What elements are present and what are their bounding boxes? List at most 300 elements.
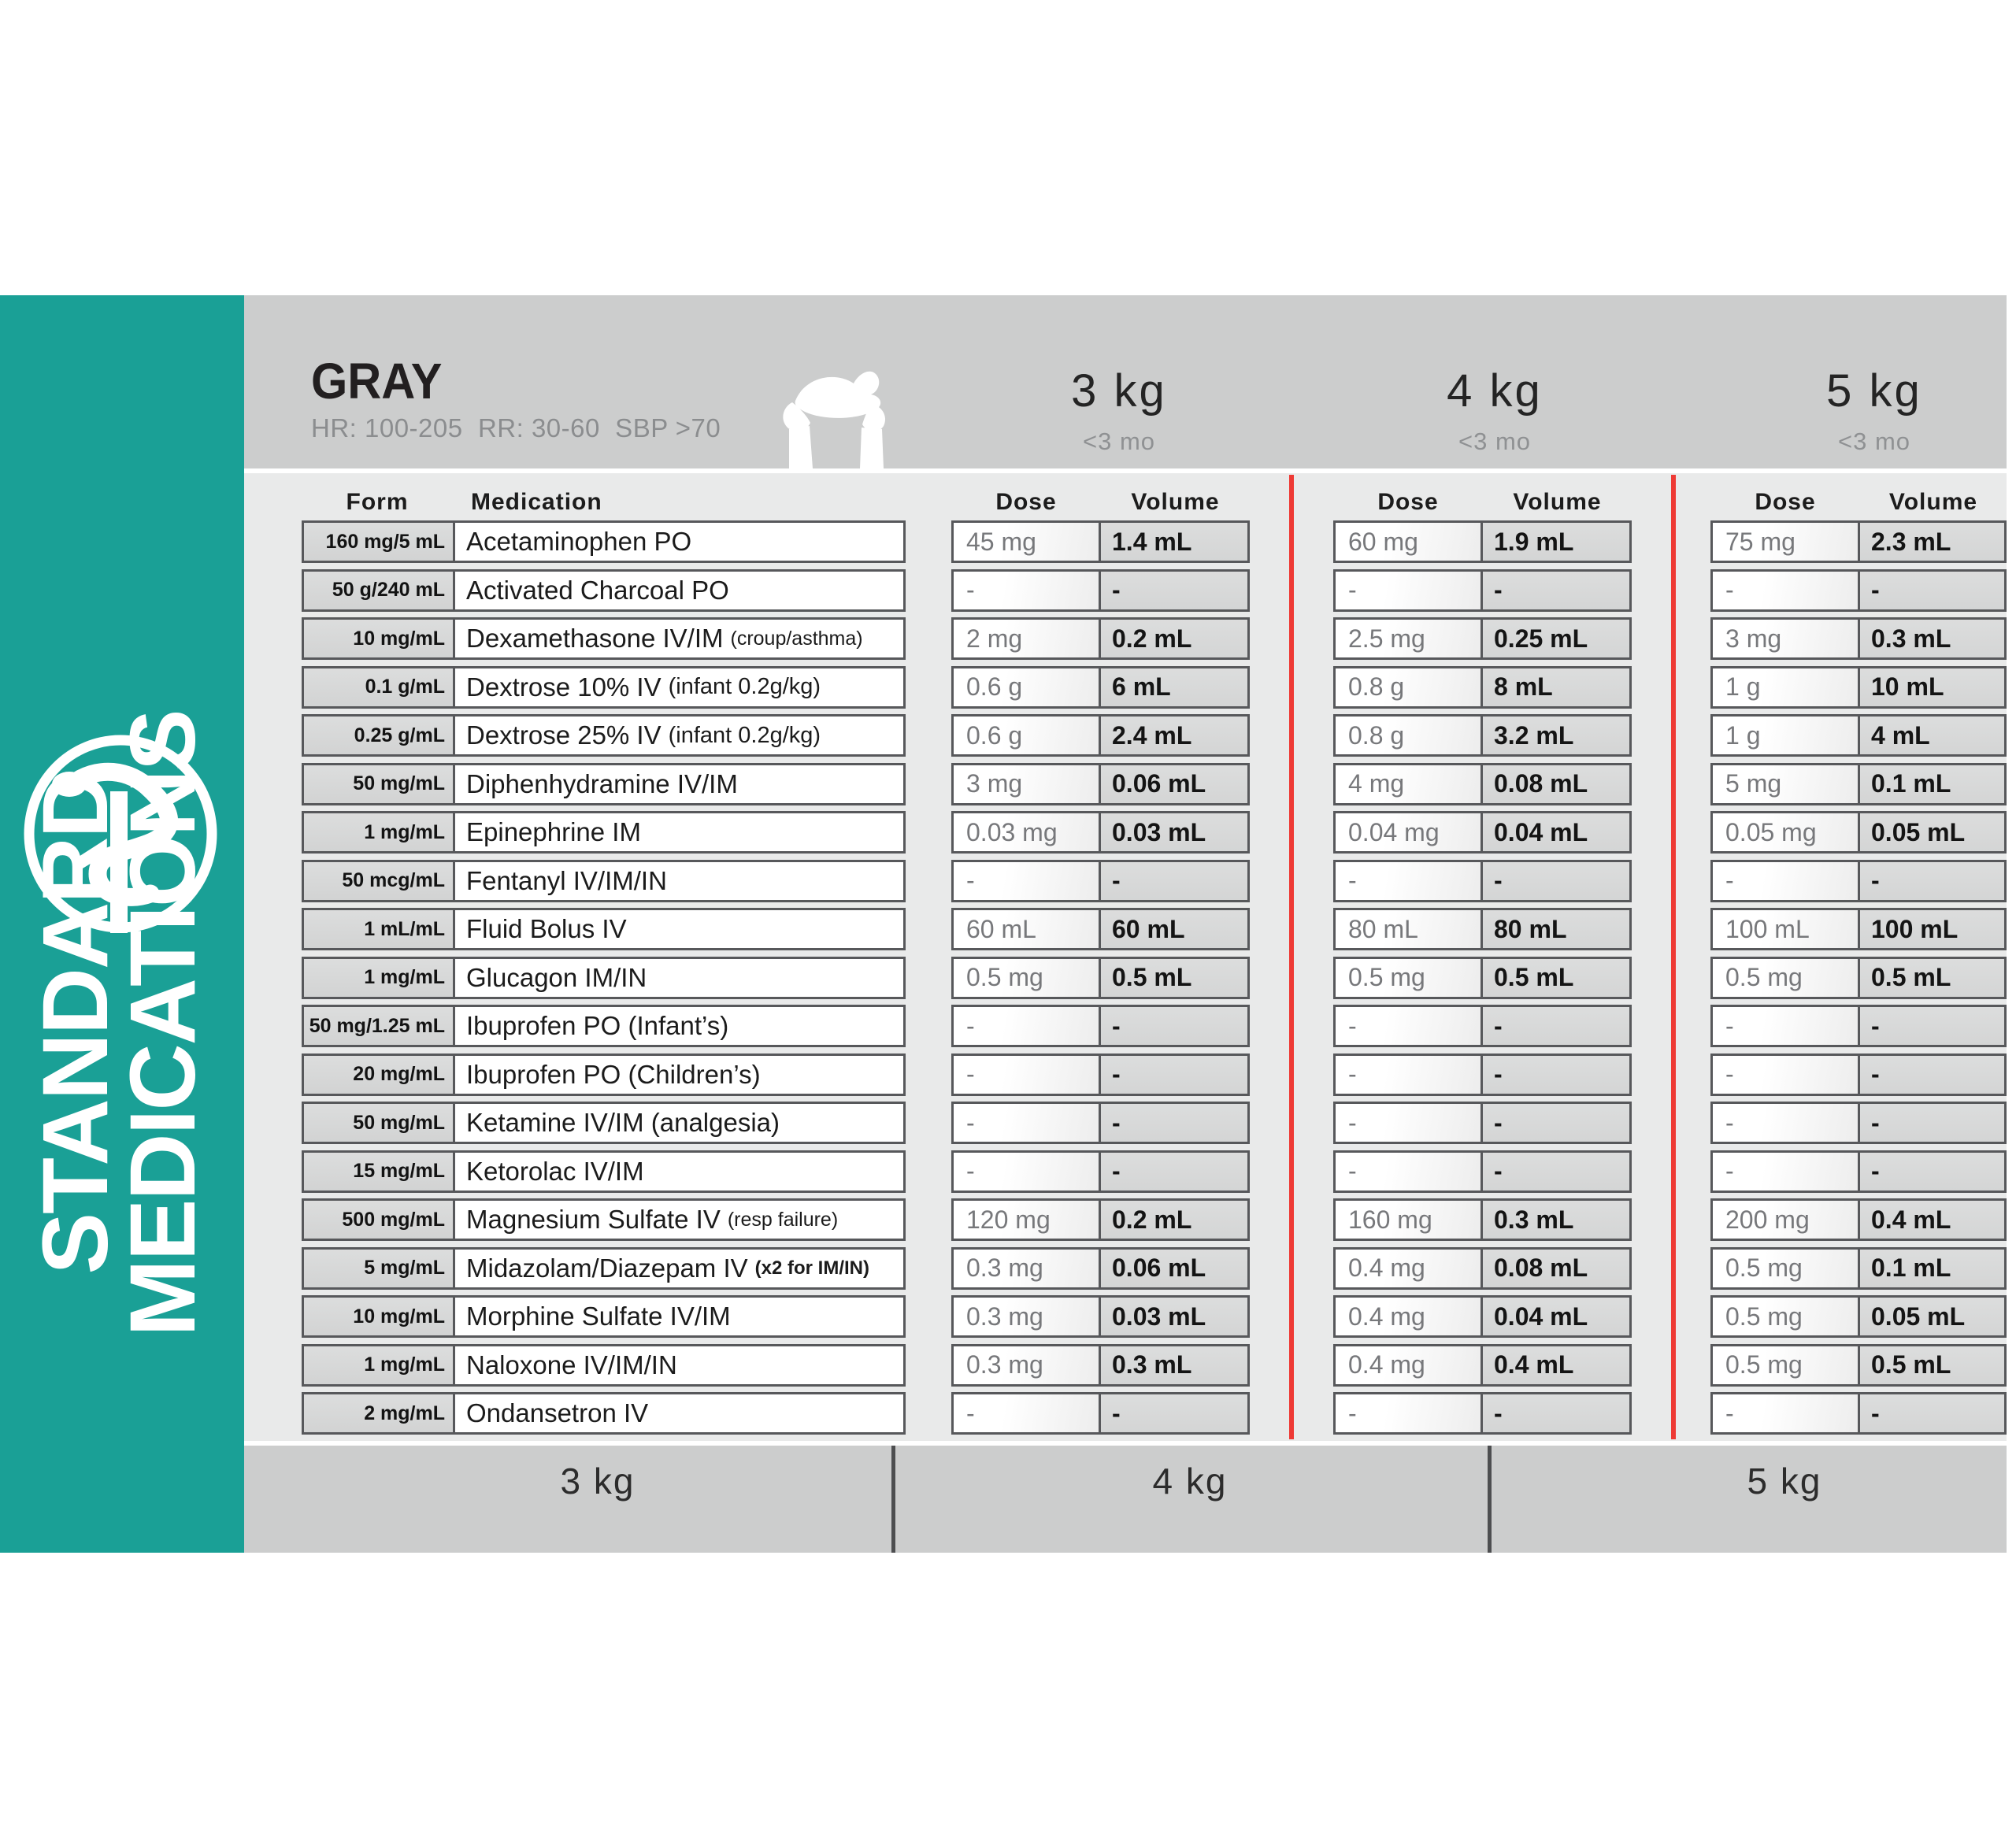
volume-cell: 0.3 mL — [1101, 1346, 1247, 1384]
dose-cell: 60 mL — [954, 910, 1101, 948]
form-cell: 50 mcg/mL — [304, 862, 455, 900]
volume-cell: - — [1483, 1104, 1629, 1142]
dose-volume-box-4kg — [1333, 957, 1632, 999]
dose-cell: 0.05 mg — [1713, 813, 1860, 851]
volume-cell: 0.4 mL — [1483, 1346, 1629, 1384]
medication-cell — [455, 523, 903, 561]
form-cell: 50 mg/mL — [304, 765, 455, 803]
col-header-dose-5kg: Dose — [1755, 489, 1816, 515]
volume-cell: - — [1101, 1394, 1247, 1432]
dose-volume-box-3kg — [951, 957, 1250, 999]
volume-cell: - — [1101, 1153, 1247, 1191]
medication-cell — [455, 813, 903, 851]
table-row — [244, 1054, 2007, 1096]
medication-note: (croup/asthma) — [730, 627, 863, 650]
col-header-dose-4kg: Dose — [1377, 489, 1439, 515]
dose-volume-box-4kg — [1333, 1102, 1632, 1144]
dose-volume-box-4kg — [1333, 1005, 1632, 1047]
form-medication-box — [302, 1392, 906, 1435]
weight-header-5kg — [1709, 295, 2016, 468]
dose-volume-box-3kg — [951, 1005, 1250, 1047]
dose-volume-box-4kg — [1333, 520, 1632, 563]
volume-cell: 0.08 mL — [1483, 765, 1629, 803]
dose-cell: 3 mg — [954, 765, 1101, 803]
form-cell: 20 mg/mL — [304, 1056, 455, 1094]
form-cell: 0.1 g/mL — [304, 668, 455, 706]
dose-cell: 0.5 mg — [1713, 959, 1860, 997]
dose-volume-box-5kg — [1710, 763, 2007, 805]
medication-name: Acetaminophen PO — [466, 527, 692, 556]
dose-cell: - — [954, 1153, 1101, 1191]
table-row — [244, 1150, 2007, 1193]
dose-volume-box-4kg — [1333, 569, 1632, 612]
dose-volume-box-4kg — [1333, 1247, 1632, 1290]
footer-divider — [1488, 1446, 1492, 1553]
volume-cell: 0.5 mL — [1860, 959, 2004, 997]
volume-cell: - — [1860, 1394, 2004, 1432]
form-cell: 500 mg/mL — [304, 1201, 455, 1239]
medication-name: Magnesium Sulfate IV — [466, 1205, 721, 1234]
medication-name: Ibuprofen PO (Infant’s) — [466, 1011, 729, 1040]
dose-volume-box-5kg — [1710, 1150, 2007, 1193]
form-medication-box — [302, 1150, 906, 1193]
dose-cell: 5 mg — [1713, 765, 1860, 803]
medication-note: (infant 0.2g/kg) — [668, 722, 821, 748]
form-medication-box — [302, 666, 906, 709]
volume-cell: - — [1483, 1394, 1629, 1432]
volume-cell: 4 mL — [1860, 717, 2004, 754]
form-medication-box — [302, 1295, 906, 1338]
dose-volume-box-4kg — [1333, 1295, 1632, 1338]
table-row — [244, 569, 2007, 612]
volume-cell: 0.05 mL — [1860, 813, 2004, 851]
dose-cell: - — [1713, 1104, 1860, 1142]
volume-cell: 1.9 mL — [1483, 523, 1629, 561]
col-header-volume-5kg: Volume — [1888, 489, 1978, 515]
volume-cell: 8 mL — [1483, 668, 1629, 706]
dose-volume-box-3kg — [951, 1054, 1250, 1096]
volume-cell: - — [1860, 1104, 2004, 1142]
form-medication-box — [302, 1102, 906, 1144]
sidebar — [0, 295, 244, 1553]
medication-name: Dextrose 25% IV — [466, 720, 662, 750]
vitals-text: HR: 100-205 RR: 30-60 SBP >70 — [311, 413, 721, 443]
dose-cell: 0.5 mg — [1713, 1346, 1860, 1384]
dose-cell: 0.3 mg — [954, 1298, 1101, 1335]
form-cell: 5 mg/mL — [304, 1250, 455, 1287]
col-header-dose-3kg: Dose — [995, 489, 1057, 515]
weight-scale-footer — [244, 1446, 2007, 1553]
form-cell: 160 mg/5 mL — [304, 523, 455, 561]
medication-name: Morphine Sulfate IV/IM — [466, 1302, 731, 1331]
dose-volume-box-3kg — [951, 860, 1250, 902]
dose-cell: 3 mg — [1713, 620, 1860, 657]
dose-cell: - — [1336, 862, 1483, 900]
medication-cell — [455, 620, 903, 657]
form-medication-box — [302, 569, 906, 612]
dose-cell: - — [1336, 1007, 1483, 1045]
dose-volume-box-4kg — [1333, 860, 1632, 902]
volume-cell: - — [1860, 1056, 2004, 1094]
form-cell: 2 mg/mL — [304, 1394, 455, 1432]
medication-cell — [455, 668, 903, 706]
dose-volume-box-3kg — [951, 569, 1250, 612]
dose-cell: - — [954, 862, 1101, 900]
dose-volume-box-3kg — [951, 1344, 1250, 1387]
volume-cell: 0.1 mL — [1860, 765, 2004, 803]
volume-cell: - — [1483, 1056, 1629, 1094]
dose-volume-box-5kg — [1710, 908, 2007, 950]
form-cell: 0.25 g/mL — [304, 717, 455, 754]
medication-name: Midazolam/Diazepam IV — [466, 1253, 748, 1283]
dose-volume-box-3kg — [951, 811, 1250, 854]
dose-volume-box-5kg — [1710, 1392, 2007, 1435]
dose-cell: 0.3 mg — [954, 1346, 1101, 1384]
footer-weight-3kg: 3 kg — [560, 1461, 636, 1502]
form-medication-box — [302, 860, 906, 902]
dose-volume-box-3kg — [951, 908, 1250, 950]
dose-volume-box-5kg — [1710, 860, 2007, 902]
medication-name: Activated Charcoal PO — [466, 575, 729, 605]
table-row — [244, 1344, 2007, 1387]
dose-volume-box-4kg — [1333, 763, 1632, 805]
dose-volume-box-3kg — [951, 763, 1250, 805]
dose-cell: 0.03 mg — [954, 813, 1101, 851]
dose-cell: 0.6 g — [954, 668, 1101, 706]
volume-cell: 80 mL — [1483, 910, 1629, 948]
form-medication-box — [302, 714, 906, 757]
dose-cell: 2.5 mg — [1336, 620, 1483, 657]
dose-volume-box-4kg — [1333, 1392, 1632, 1435]
dose-volume-box-3kg — [951, 617, 1250, 660]
medication-cell — [455, 1298, 903, 1335]
volume-cell: 0.5 mL — [1101, 959, 1247, 997]
sidebar-title — [24, 710, 215, 1337]
col-header-medication: Medication — [471, 489, 602, 515]
age-label: <3 mo — [1837, 428, 1911, 455]
weight-label: 5 kg — [1826, 365, 1922, 417]
medication-note: (infant 0.2g/kg) — [668, 674, 821, 699]
volume-cell: 0.2 mL — [1101, 620, 1247, 657]
form-cell: 50 mg/mL — [304, 1104, 455, 1142]
dose-volume-box-3kg — [951, 520, 1250, 563]
volume-cell: 0.06 mL — [1101, 765, 1247, 803]
dose-volume-box-4kg — [1333, 811, 1632, 854]
dose-volume-box-5kg — [1710, 1295, 2007, 1338]
medication-cell — [455, 1394, 903, 1432]
volume-cell: 1.4 mL — [1101, 523, 1247, 561]
sidebar-title-line1: STANDARD — [24, 772, 128, 1275]
volume-cell: - — [1101, 572, 1247, 609]
volume-cell: 0.05 mL — [1860, 1298, 2004, 1335]
form-medication-box — [302, 1005, 906, 1047]
table-row — [244, 617, 2007, 660]
medication-name: Ondansetron IV — [466, 1398, 649, 1428]
zone-title: GRAY — [311, 353, 443, 409]
dose-volume-box-3kg — [951, 1392, 1250, 1435]
medication-cell — [455, 1346, 903, 1384]
medication-cell — [455, 1104, 903, 1142]
table-row — [244, 763, 2007, 805]
form-medication-box — [302, 1054, 906, 1096]
dose-volume-box-5kg — [1710, 1198, 2007, 1241]
medication-cell — [455, 717, 903, 754]
dose-volume-box-4kg — [1333, 1198, 1632, 1241]
volume-cell: - — [1101, 1007, 1247, 1045]
dose-volume-box-3kg — [951, 1198, 1250, 1241]
weight-label: 3 kg — [1071, 365, 1167, 417]
medication-note: (x2 for IM/IN) — [754, 1257, 869, 1279]
dose-cell: - — [1336, 572, 1483, 609]
volume-cell: 0.06 mL — [1101, 1250, 1247, 1287]
volume-cell: - — [1483, 1153, 1629, 1191]
volume-cell: 10 mL — [1860, 668, 2004, 706]
volume-cell: - — [1860, 1153, 2004, 1191]
dose-cell: 1 g — [1713, 717, 1860, 754]
volume-cell: - — [1483, 1007, 1629, 1045]
age-label: <3 mo — [1458, 428, 1532, 455]
form-medication-box — [302, 811, 906, 854]
footer-divider — [891, 1446, 895, 1553]
medication-name: Fentanyl IV/IM/IN — [466, 865, 667, 895]
dose-cell: 4 mg — [1336, 765, 1483, 803]
table-row — [244, 1198, 2007, 1241]
volume-cell: - — [1101, 1056, 1247, 1094]
medication-name: Diphenhydramine IV/IM — [466, 768, 738, 798]
volume-cell: 0.04 mL — [1483, 1298, 1629, 1335]
form-cell: 1 mL/mL — [304, 910, 455, 948]
dose-cell: - — [1713, 1153, 1860, 1191]
dose-volume-box-4kg — [1333, 1344, 1632, 1387]
medication-name: Fluid Bolus IV — [466, 914, 627, 943]
dose-cell: - — [954, 1007, 1101, 1045]
dose-cell: - — [1713, 1394, 1860, 1432]
dose-cell: - — [1713, 1007, 1860, 1045]
table-row — [244, 1295, 2007, 1338]
medication-cell — [455, 1153, 903, 1191]
table-row — [244, 714, 2007, 757]
dose-cell: - — [1336, 1394, 1483, 1432]
dose-volume-box-5kg — [1710, 1054, 2007, 1096]
dose-cell: 0.04 mg — [1336, 813, 1483, 851]
volume-cell: 0.08 mL — [1483, 1250, 1629, 1287]
weight-header-3kg — [954, 295, 1284, 468]
dose-volume-box-3kg — [951, 666, 1250, 709]
footer-weight-4kg: 4 kg — [1152, 1461, 1228, 1502]
dose-volume-box-5kg — [1710, 714, 2007, 757]
dose-cell: 0.4 mg — [1336, 1298, 1483, 1335]
dose-cell: 0.6 g — [954, 717, 1101, 754]
dose-cell: 80 mL — [1336, 910, 1483, 948]
table-row — [244, 1392, 2007, 1435]
hands-holding-baby-icon — [773, 354, 899, 468]
medication-name: Epinephrine IM — [466, 817, 641, 846]
dose-cell: 0.5 mg — [1713, 1250, 1860, 1287]
volume-cell: 0.03 mL — [1101, 813, 1247, 851]
weight-label: 4 kg — [1447, 365, 1543, 417]
table-row — [244, 1247, 2007, 1290]
col-header-volume-4kg: Volume — [1513, 489, 1602, 515]
dose-volume-box-3kg — [951, 1247, 1250, 1290]
sidebar-title-line2: MEDICATIONS — [111, 710, 215, 1337]
volume-cell: 6 mL — [1101, 668, 1247, 706]
dose-volume-box-4kg — [1333, 1054, 1632, 1096]
dose-volume-box-4kg — [1333, 714, 1632, 757]
dose-volume-box-3kg — [951, 1102, 1250, 1144]
table-row — [244, 1102, 2007, 1144]
dose-cell: - — [954, 572, 1101, 609]
form-cell: 1 mg/mL — [304, 1346, 455, 1384]
form-cell: 10 mg/mL — [304, 1298, 455, 1335]
dose-cell: - — [1336, 1153, 1483, 1191]
dose-cell: 200 mg — [1713, 1201, 1860, 1239]
volume-cell: 60 mL — [1101, 910, 1247, 948]
volume-cell: - — [1860, 572, 2004, 609]
medication-cell — [455, 959, 903, 997]
medication-name: Dextrose 10% IV — [466, 672, 662, 702]
volume-cell: 0.25 mL — [1483, 620, 1629, 657]
form-cell: 50 g/240 mL — [304, 572, 455, 609]
dose-volume-box-5kg — [1710, 957, 2007, 999]
form-medication-box — [302, 1198, 906, 1241]
dose-cell: 0.5 mg — [1713, 1298, 1860, 1335]
col-header-form: Form — [346, 489, 409, 515]
dose-volume-box-5kg — [1710, 1247, 2007, 1290]
dose-cell: 0.5 mg — [1336, 959, 1483, 997]
form-medication-box — [302, 908, 906, 950]
header — [244, 295, 2007, 468]
dose-cell: 160 mg — [1336, 1201, 1483, 1239]
volume-cell: 2.3 mL — [1860, 523, 2004, 561]
dose-cell: - — [1336, 1104, 1483, 1142]
volume-cell: 0.2 mL — [1101, 1201, 1247, 1239]
dose-volume-box-3kg — [951, 1150, 1250, 1193]
volume-cell: - — [1860, 1007, 2004, 1045]
volume-cell: 2.4 mL — [1101, 717, 1247, 754]
table-row — [244, 666, 2007, 709]
medication-note: (resp failure) — [727, 1208, 839, 1231]
medication-name: Dexamethasone IV/IM — [466, 624, 724, 653]
medication-name: Ketamine IV/IM (analgesia) — [466, 1108, 780, 1137]
dose-volume-box-5kg — [1710, 666, 2007, 709]
form-medication-box — [302, 1247, 906, 1290]
dose-cell: 100 mL — [1713, 910, 1860, 948]
medication-table — [244, 473, 2007, 1441]
form-cell: 1 mg/mL — [304, 959, 455, 997]
volume-cell: - — [1101, 1104, 1247, 1142]
medication-name: Naloxone IV/IM/IN — [466, 1350, 677, 1379]
form-medication-box — [302, 617, 906, 660]
medication-name: Ketorolac IV/IM — [466, 1156, 644, 1186]
form-medication-box — [302, 1344, 906, 1387]
dose-cell: - — [1713, 1056, 1860, 1094]
dose-cell: 0.4 mg — [1336, 1250, 1483, 1287]
volume-cell: 0.04 mL — [1483, 813, 1629, 851]
dose-volume-box-5kg — [1710, 617, 2007, 660]
dose-cell: - — [1713, 862, 1860, 900]
form-medication-box — [302, 520, 906, 563]
table-row — [244, 860, 2007, 902]
dose-volume-box-5kg — [1710, 1102, 2007, 1144]
volume-cell: 0.3 mL — [1860, 620, 2004, 657]
col-header-volume-3kg: Volume — [1131, 489, 1220, 515]
form-cell: 10 mg/mL — [304, 620, 455, 657]
medication-cell — [455, 862, 903, 900]
medication-cell — [455, 1056, 903, 1094]
dose-cell: - — [954, 1104, 1101, 1142]
dose-cell: 0.8 g — [1336, 668, 1483, 706]
volume-cell: 0.1 mL — [1860, 1250, 2004, 1287]
medication-cell — [455, 1007, 903, 1045]
dose-cell: - — [1713, 572, 1860, 609]
dose-cell: 2 mg — [954, 620, 1101, 657]
medication-name: Glucagon IM/IN — [466, 962, 647, 992]
age-label: <3 mo — [1082, 428, 1156, 455]
medication-cell — [455, 1201, 903, 1239]
table-row — [244, 908, 2007, 950]
volume-cell: 3.2 mL — [1483, 717, 1629, 754]
dose-volume-box-5kg — [1710, 569, 2007, 612]
volume-cell: 100 mL — [1860, 910, 2004, 948]
dose-volume-box-3kg — [951, 1295, 1250, 1338]
table-row — [244, 1005, 2007, 1047]
volume-cell: - — [1101, 862, 1247, 900]
dose-volume-box-4kg — [1333, 1150, 1632, 1193]
dose-cell: - — [954, 1056, 1101, 1094]
dose-volume-box-5kg — [1710, 1005, 2007, 1047]
dose-volume-box-5kg — [1710, 520, 2007, 563]
dose-cell: 0.8 g — [1336, 717, 1483, 754]
dose-cell: 0.3 mg — [954, 1250, 1101, 1287]
volume-cell: - — [1483, 862, 1629, 900]
medication-cell — [455, 1250, 903, 1287]
dose-volume-box-4kg — [1333, 617, 1632, 660]
volume-cell: 0.3 mL — [1483, 1201, 1629, 1239]
dose-cell: - — [1336, 1056, 1483, 1094]
dose-cell: 1 g — [1713, 668, 1860, 706]
dose-volume-box-4kg — [1333, 666, 1632, 709]
table-row — [244, 957, 2007, 999]
form-cell: 1 mg/mL — [304, 813, 455, 851]
dose-cell: 60 mg — [1336, 523, 1483, 561]
volume-cell: 0.03 mL — [1101, 1298, 1247, 1335]
weight-header-4kg — [1329, 295, 1660, 468]
footer-weight-5kg: 5 kg — [1747, 1461, 1822, 1502]
dose-cell: 45 mg — [954, 523, 1101, 561]
table-row — [244, 811, 2007, 854]
dose-cell: - — [954, 1394, 1101, 1432]
medication-cell — [455, 910, 903, 948]
volume-cell: - — [1860, 862, 2004, 900]
form-medication-box — [302, 957, 906, 999]
form-cell: 50 mg/1.25 mL — [304, 1007, 455, 1045]
volume-cell: 0.5 mL — [1860, 1346, 2004, 1384]
table-row — [244, 520, 2007, 563]
dose-volume-box-5kg — [1710, 1344, 2007, 1387]
volume-cell: - — [1483, 572, 1629, 609]
volume-cell: 0.5 mL — [1483, 959, 1629, 997]
medication-cell — [455, 765, 903, 803]
volume-cell: 0.4 mL — [1860, 1201, 2004, 1239]
medication-cell — [455, 572, 903, 609]
medication-name: Ibuprofen PO (Children’s) — [466, 1059, 761, 1089]
dose-volume-box-3kg — [951, 714, 1250, 757]
form-medication-box — [302, 763, 906, 805]
dose-volume-box-4kg — [1333, 908, 1632, 950]
dose-cell: 75 mg — [1713, 523, 1860, 561]
dose-cell: 0.5 mg — [954, 959, 1101, 997]
dose-volume-box-5kg — [1710, 811, 2007, 854]
